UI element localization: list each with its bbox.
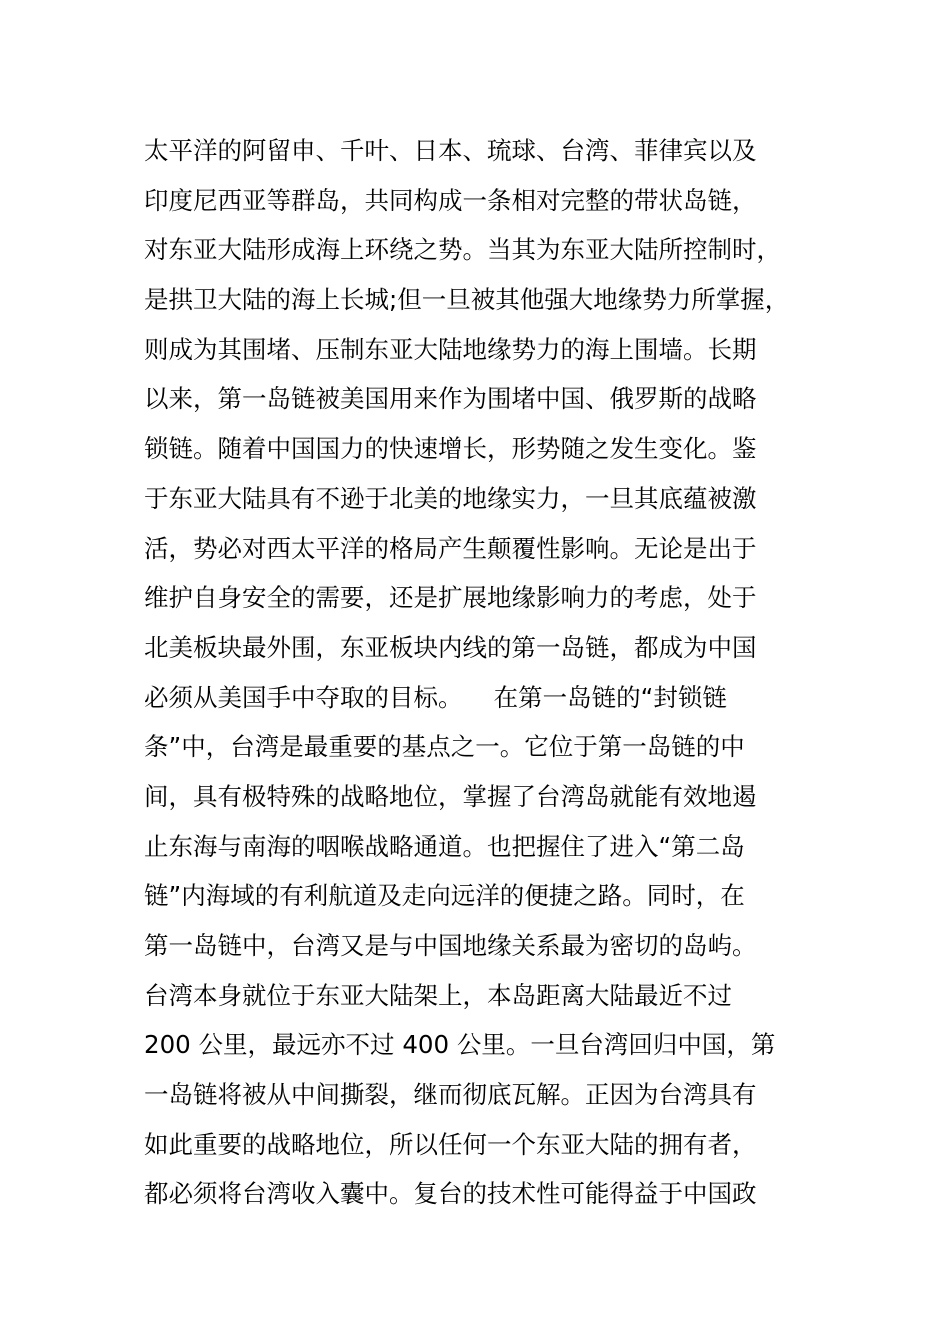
- text-line: 间，具有极特殊的战略地位，掌握了台湾岛就能有效地遏: [144, 781, 757, 811]
- text-line: 则成为其围堵、压制东亚大陆地缘势力的海上围墙。长期: [144, 334, 757, 364]
- text-line: 于东亚大陆具有不逊于北美的地缘实力，一旦其底蕴被激: [144, 483, 757, 513]
- text-line: 是拱卫大陆的海上长城;但一旦被其他强大地缘势力所掌握，: [144, 285, 790, 315]
- text-line: 第一岛链中，台湾又是与中国地缘关系最为密切的岛屿。: [144, 931, 757, 960]
- text-line: 锁链。随着中国国力的快速增长，形势随之发生变化。鉴: [144, 434, 757, 464]
- body-text: [144, 126, 824, 1219]
- text-line: 活，势必对西太平洋的格局产生颠覆性影响。无论是出于: [144, 533, 757, 563]
- text-line: 链”内海域的有利航道及走向远洋的便捷之路。同时，在: [144, 881, 745, 911]
- text-line: 台湾本身就位于东亚大陆架上，本岛距离大陆最近不过: [144, 980, 732, 1010]
- text-line: 北美板块最外围，东亚板块内线的第一岛链，都成为中国: [144, 632, 757, 662]
- text-line: 都必须将台湾收入囊中。复台的技术性可能得益于中国政: [144, 1179, 757, 1209]
- text-line: 如此重要的战略地位，所以任何一个东亚大陆的拥有者，: [144, 1129, 757, 1159]
- text-line: 止东海与南海的咽喉战略通道。也把握住了进入“第二岛: [144, 831, 745, 861]
- text-line: 200 公里，最远亦不过 400 公里。一旦台湾回归中国，第: [144, 1030, 776, 1060]
- text-line: 条”中，台湾是最重要的基点之一。它位于第一岛链的中: [144, 732, 745, 762]
- text-line: 太平洋的阿留申、千叶、日本、琉球、台湾、菲律宾以及: [144, 136, 757, 165]
- text-line: 印度尼西亚等群岛，共同构成一条相对完整的带状岛链，: [144, 185, 757, 215]
- text-line: 一岛链将被从中间撕裂，继而彻底瓦解。正因为台湾具有: [144, 1080, 757, 1110]
- text-line: 对东亚大陆形成海上环绕之势。当其为东亚大陆所控制时，: [144, 235, 781, 265]
- text-line: 必须从美国手中夺取的目标。 在第一岛链的“封锁链: [144, 682, 727, 712]
- text-line: 维护自身安全的需要，还是扩展地缘影响力的考虑，处于: [144, 583, 757, 613]
- text-line: 以来，第一岛链被美国用来作为围堵中国、俄罗斯的战略: [144, 384, 757, 414]
